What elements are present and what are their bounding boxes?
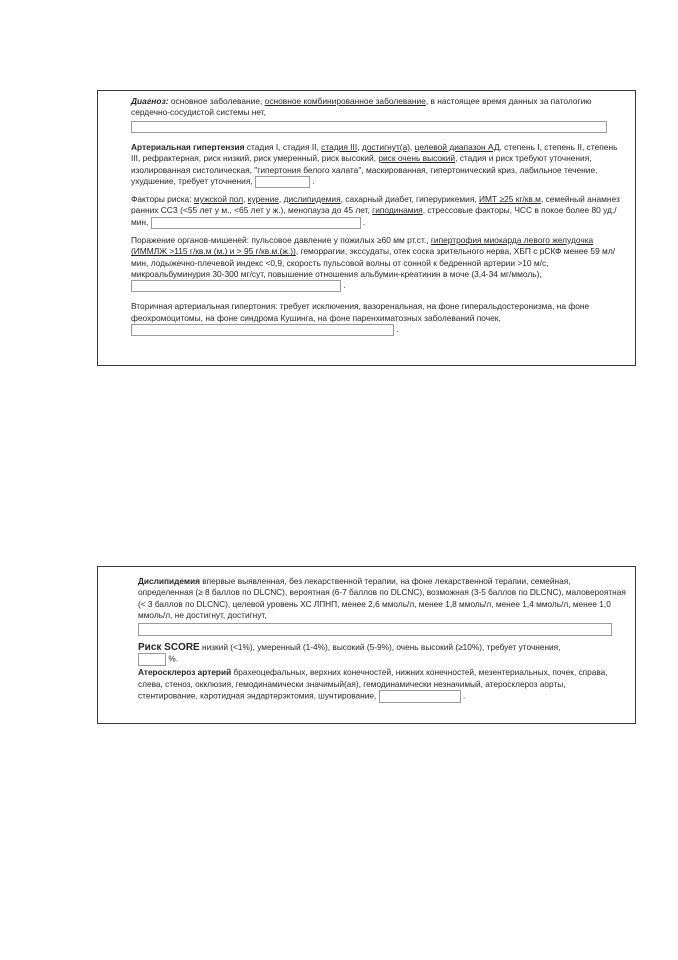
hypodynamia-option[interactable]: гиподинамия bbox=[372, 205, 423, 216]
dyslipidemia-label: Дислипидемия bbox=[138, 576, 200, 586]
hypertension-form-panel bbox=[97, 90, 636, 366]
smoking-option[interactable]: курение bbox=[247, 194, 279, 205]
very-high-risk-option[interactable]: риск очень высокий bbox=[378, 153, 456, 164]
atherosclerosis-input[interactable] bbox=[379, 690, 461, 703]
risk-factors-input[interactable] bbox=[151, 217, 361, 229]
hypertension-label: Артериальная гипертензия bbox=[131, 141, 245, 152]
target-bp-range-option[interactable]: целевой диапазон АД bbox=[414, 141, 500, 152]
risk-factors-paragraph: Факторы риска: мужской пол, курение, дислипидемия, сахарный диабет, гиперурикемия, ИМТ ≥25 кг/кв.м, семейный анамнез ранних ССЗ (<55 лет у м., <65 лет у ж.), менопауза до 45 лет, гиподинамия, стрессовые факторы, ЧСС в покое более 80 уд./мин, . bbox=[131, 194, 620, 228]
lvh-option[interactable]: гипертрофия миокарда левого желудочка (ИММЛЖ >115 г/кв.м (м.) и > 95 г/кв.м.(ж.)) bbox=[131, 234, 594, 257]
dyslipidemia-paragraph: Дислипидемия впервые выявленная, без лекарственной терапии, на фоне лекарственной терапии, семейная, определенная (≥ 8 баллов по DLCNC), вероятная (6-7 баллов по DLCNC), возможная (3-5 баллов по DLCNC), маловероятная (< 3 баллов по DLCNC), целевой уровень ХС ЛПНП, менее 2,6 ммоль/л, менее 1,8 ммоль/л, менее 1,4 ммоль/л, менее 1,0 ммоль/л, не достигнут, достигнут, bbox=[138, 576, 626, 620]
dyslipidemia-form-panel bbox=[97, 566, 636, 724]
score-input[interactable] bbox=[138, 653, 166, 666]
score-label: Риск SCORE bbox=[138, 642, 200, 654]
hypertension-input[interactable] bbox=[255, 176, 310, 188]
secondary-hypertension-input[interactable] bbox=[131, 324, 394, 336]
score-paragraph: Риск SCORE низкий (<1%), умеренный (1-4%), высокий (5-9%), очень высокий (≥10%), требует уточнения, %. bbox=[138, 642, 635, 666]
diagnosis-label: Диагноз: bbox=[131, 96, 169, 106]
atherosclerosis-paragraph: Атеросклероз артерий брахеоцефальных, верхних конечностей, нижних конечностей, мезентериальных, почек, справа, слева, стеноз, окклюзия, гемодинамически значимый(ая), гемодинамически незначимый, атеросклероз аорты, стентирование, каротидная эндартерэктомия, шунтирование, . bbox=[138, 667, 635, 703]
stage-3-option[interactable]: стадия III bbox=[321, 141, 358, 152]
bmi-option[interactable]: ИМТ ≥25 кг/кв.м bbox=[479, 194, 541, 205]
atherosclerosis-label: Атеросклероз артерий bbox=[138, 667, 232, 678]
achieved-option[interactable]: достигнут(а) bbox=[361, 141, 411, 152]
target-organs-input[interactable] bbox=[131, 280, 341, 292]
diagnosis-paragraph: Диагноз: основное заболевание, основное комбинированное заболевание, в настоящее время данных за патологию сердечно-сосудистой системы нет, bbox=[131, 96, 592, 118]
dyslipidemia-input[interactable] bbox=[138, 623, 612, 636]
secondary-hypertension-paragraph: Вторичная артериальная гипертония: требует исключения, вазоренальная, на фоне гиперальдостеронизма, на фоне феохромоцитомы, на фоне синдрома Кушинга, на фоне паренхиматозных заболеваний почек, . bbox=[131, 301, 590, 335]
male-sex-option[interactable]: мужской пол bbox=[193, 194, 244, 205]
diagnosis-input[interactable] bbox=[131, 121, 607, 133]
target-organs-paragraph: Поражение органов-мишеней: пульсовое давление у пожилых ≥60 мм рт.ст., гипертрофия миокарда левого желудочка (ИММЛЖ >115 г/кв.м (м.) и > 95 г/кв.м.(ж.)), геморрагии, экссудаты, отек соска зрительного нерва, ХБП с рСКФ менее 59 мл/мин, лодыжечно-плечевой индекс <0,9, скорость пульсовой волны от сонной к бедренной артерии >10 м/с, микроальбуминурия 30-300 мг/сут, повышение отношения альбумин-креатинин в моче (3,4-34 мг/ммоль), . bbox=[131, 234, 616, 291]
combined-disease-option[interactable]: основное комбинированное заболевание bbox=[264, 96, 426, 106]
dyslipidemia-option[interactable]: дислипидемия bbox=[283, 194, 341, 205]
hypertension-paragraph: Артериальная гипертензия стадия I, стадия II, стадия III, достигнут(а), целевой диапазон АД, степень I, степень II, степень III, рефрактерная, риск низкий, риск умеренный, риск высокий, риск очень высокий, стадия и риск требуют уточнения, изолированная систолическая, "гипертония белого халата", маскированная, гипертонический криз, лабильное течение, ухудшение, требует уточнения, . bbox=[131, 141, 618, 187]
